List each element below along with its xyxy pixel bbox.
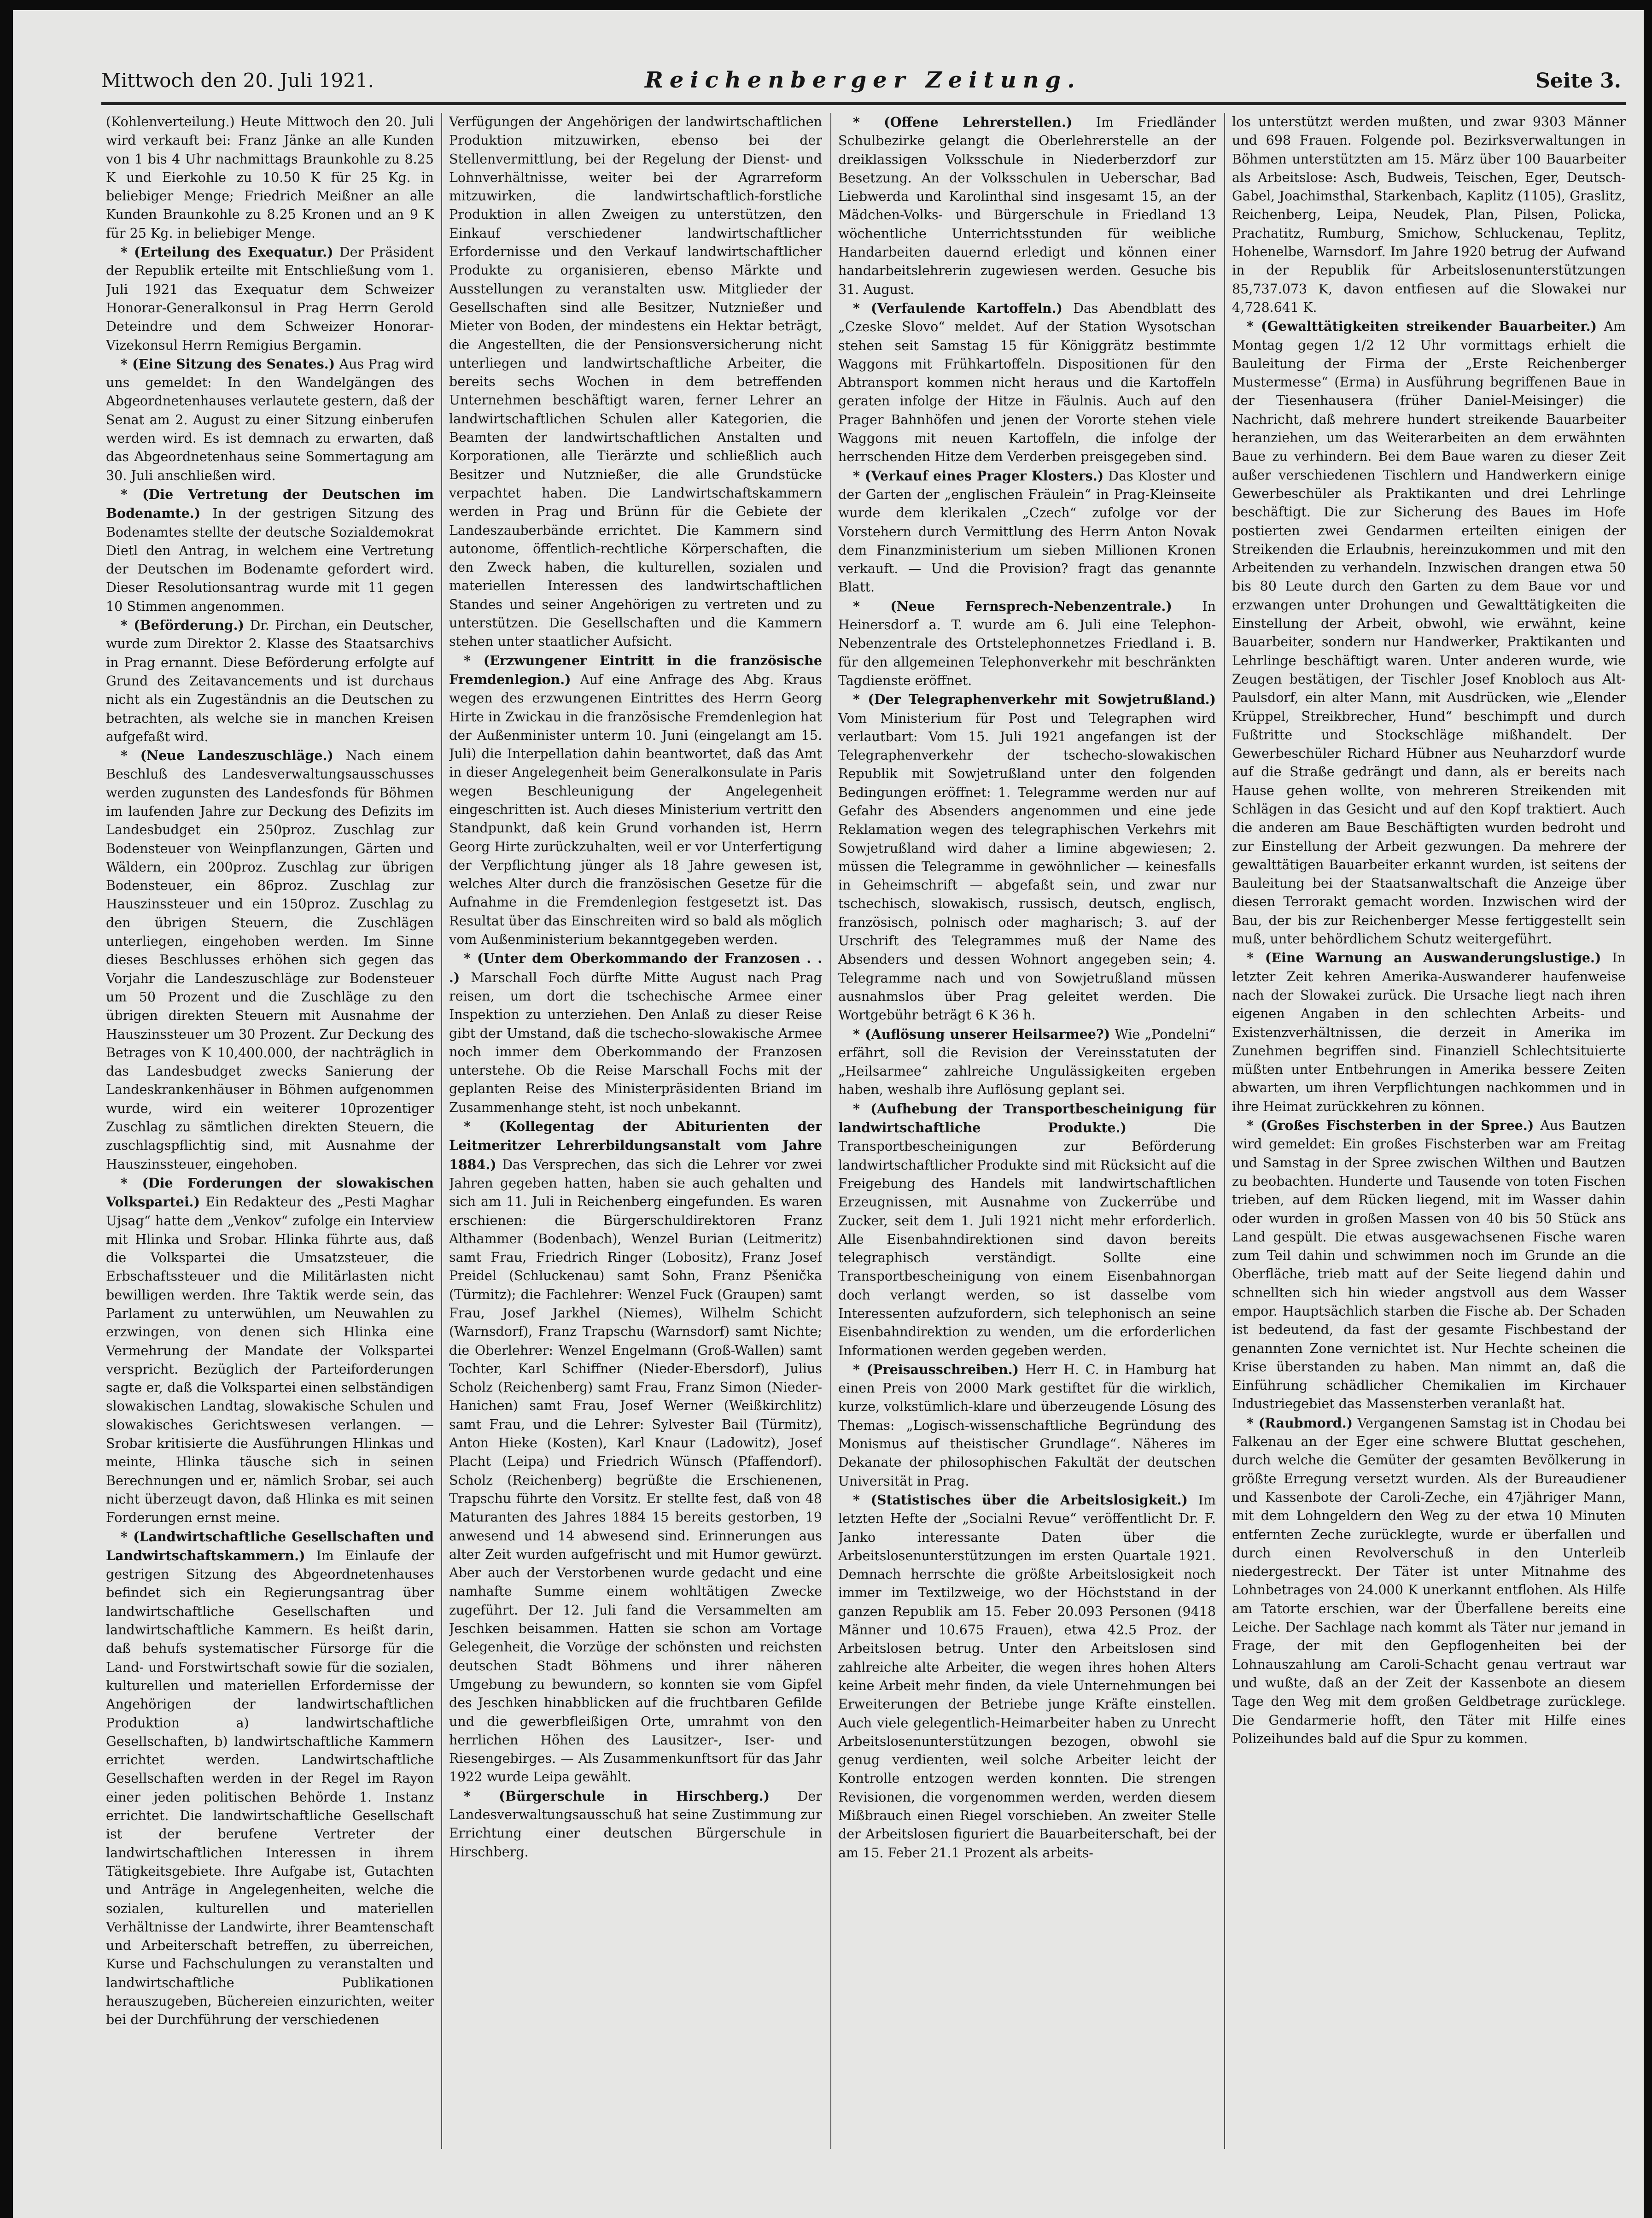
- article-paragraph: [838, 690, 1216, 1024]
- article-text: Das Kloster und der Garten der „englischen Fräulein“ in Prag-Kleinseite wurde dem klerikalen „Czech“ zufolge vor der Vorstehern durch Vermittlung des Herrn Anton Novak dem Finanzministerium um sieben Millionen Kronen verkauft. — Und die Provision? fragt das genannte Blatt.: [838, 468, 1216, 595]
- article-paragraph: [449, 1787, 822, 1861]
- masthead-rule: [101, 102, 1626, 105]
- newspaper-title: Reichenberger Zeitung.: [645, 67, 1081, 93]
- article-heading: * (Der Telegraphenverkehr mit Sowjetrußland.): [853, 691, 1216, 708]
- article-paragraph: [838, 1491, 1216, 1862]
- article-paragraph: [838, 597, 1216, 690]
- article-paragraph: [106, 243, 434, 355]
- article-text: In Heinersdorf a. T. wurde am 6. Juli eine Telephon-Nebenzentrale des Ortstelephonnetzes Friedland i. B. für den allgemeinen Telephonverkehr mit beschränkten Tagdienste eröffnet.: [838, 598, 1216, 688]
- scan-border-top: [0, 0, 1652, 10]
- article-paragraph: [106, 113, 434, 243]
- article-text: Im letzten Hefte der „Socialni Revue“ veröffentlicht Dr. F. Janko interessante Daten über die Arbeitslosenunterstützungen im ersten Quartale 1921. Demnach herrschte die größte Arbeitslosigkeit noch immer im Textilzweige, wo der Höchststand in der ganzen Republik am 15. Feber 20.093 Personen (9418 Männer und 10.675 Frauen), etwa 42.5 Proz. der Arbeitslosen betrug. Unter den Arbeitslosen sind zahlreiche alte Arbeiter, die wegen ihres hohen Alters keine Arbeit mehr finden, da viele Unternehmungen bei Erweiterungen der Betriebe junge Kräfte einstellen. Auch viele gelegentlich-Heimarbeiter haben zu Unrecht Arbeitslosenunterstützungen bezogen, obwohl sie genug verdienten, weil solche Arbeiter leicht der Kontrolle entzogen werden konnten. Die strengen Revisionen, die vorgenommen werden, werden diesem Mißbrauch einen Riegel vorschieben. An zweiter Stelle der Arbeitslosen figuriert die Bauarbeiterschaft, bei der am 15. Feber 21.1 Prozent als arbeits-: [838, 1492, 1216, 1861]
- scan-border-left: [0, 0, 13, 2218]
- article-heading: * (Gewalttätigkeiten streikender Bauarbeiter.): [1247, 318, 1597, 334]
- article-text: Im Einlaufe der gestrigen Sitzung des Abgeordnetenhauses befindet sich ein Regierungsantrag über landwirtschaftliche Gesellschaften und landwirtschaftliche Kammern. Es heißt darin, daß behufs systematischer Fürsorge für die Land- und Forstwirtschaft sowie für die sozialen, kulturellen und materiellen Erfordernisse der Angehörigen der landwirtschaftlichen Produktion a) landwirtschaftliche Gesellschaften, b) landwirtschaftliche Kammern errichtet werden. Landwirtschaftliche Gesellschaften werden in der Regel im Rayon einer jeden politischen Behörde 1. Instanz errichtet. Die landwirtschaftliche Gesellschaft ist der berufene Vertreter der landwirtschaftlichen Interessen in ihrem Tätigkeitsgebiete. Ihre Aufgabe ist, Gutachten und Anträge in Angelegenheiten, welche die sozialen, kulturellen und materiellen Verhältnisse der Landwirte, ihrer Beamtenschaft und Arbeiterschaft betreffen, zu überreichen, Kurse und Fachschulungen zu veranstalten und landwirtschaftliche Publikationen herauszugeben, Büchereien einzurichten, weiter bei der Durchführung der verschiedenen: [106, 1548, 434, 2028]
- article-paragraph: [838, 299, 1216, 467]
- column-4: [1232, 113, 1626, 2149]
- column-1: [106, 113, 434, 2149]
- column-divider: [441, 113, 442, 2149]
- article-text: Das Versprechen, das sich die Lehrer vor zwei Jahren gegeben hatten, haben sie auch gehalten und sich am 11. Juli in Reichenberg eingefunden. Es waren erschienen: die Bürgerschuldirektoren Franz Althammer (Bodenbach), Wenzel Burian (Leitmeritz) samt Frau, Friedrich Ringer (Lobositz), Franz Josef Preidel (Schluckenau) samt Sohn, Franz Pšenička (Türmitz); die Fachlehrer: Wenzel Fuck (Graupen) samt Frau, Josef Jarkhel (Niemes), Wilhelm Schicht (Warnsdorf), Franz Trapschu (Warnsdorf) samt Nichte; die Oberlehrer: Wenzel Engelmann (Groß-Wallen) samt Tochter, Karl Schiffner (Nieder-Ebersdorf), Julius Scholz (Reichenberg) samt Frau, Franz Simon (Nieder-Hanichen) samt Frau, Josef Werner (Weißkirchlitz) samt Frau, und die Lehrer: Sylvester Bail (Türmitz), Anton Hieke (Kosten), Karl Knaur (Ladowitz), Josef Placht (Leipa) und Friedrich Wünsch (Pfaffendorf). Scholz (Reichenberg) begrüßte die Erschienenen, Trapschu führte den Vorsitz. Er stellte fest, daß von 48 Maturanten des Jahres 1884 15 bereits gestorben, 19 anwesend und 14 abwesend sind. Erinnerungen aus alter Zeit wurden aufgefrischt und mit Humor gewürzt. Aber auch der Verstorbenen wurde gedacht und eine namhafte Summe einem wohltätigen Zwecke zugeführt. Der 12. Juli fand die Versammelten am Jeschken beisammen. Hatten sie schon am Vortage Gelegenheit, die Vorzüge der schönsten und reichsten deutschen Stadt Böhmens und ihrer näheren Umgebung zu bewundern, so konnten sie vom Gipfel des Jeschken hinabblicken auf die fruchtbaren Gefilde und die gewerbfleißigen Orte, umrahmt von den herrlichen Höhen des Lausitzer-, Iser- und Riesengebirges. — Als Zusammenkunftsort für das Jahr 1922 wurde Leipa gewählt.: [449, 1157, 822, 1785]
- article-paragraph: [106, 1527, 434, 2030]
- article-text: Aus Prag wird uns gemeldet: In den Wandelgängen des Abgeordnetenhauses verlautete gestern, daß der Senat am 2. August zu einer Sitzung einberufen werden wird. Es ist demnach zu erwarten, daß das Abgeordnetenhaus seine Sommertagung am 30. Juli anschließen wird.: [106, 356, 434, 483]
- article-heading: * (Raubmord.): [1247, 1415, 1353, 1431]
- article-text: Marschall Foch dürfte Mitte August nach Prag reisen, um dort die tschechische Armee einer Inspektion zu unterziehen. Den Anlaß zu dieser Reise gibt der Umstand, daß die tschecho-slowakische Armee noch immer dem Oberkommando der Franzosen unterstehe. Ob die Reise Marschall Fochs mit der geplanten Reise des Ministerpräsidenten Briand im Zusammenhange steht, ist noch unbekannt.: [449, 970, 822, 1115]
- article-heading: * (Preisausschreiben.): [853, 1361, 1019, 1377]
- article-text: los unterstützt werden mußten, und zwar 9303 Männer und 698 Frauen. Folgende pol. Bezirksverwaltungen in Böhmen unterstützten am 15. März über 100 Bauarbeiter als Arbeitslose: Asch, Budweis, Teischen, Eger, Deutsch-Gabel, Joachimsthal, Starkenbach, Kaplitz (1105), Graslitz, Reichenberg, Leipa, Neudek, Plan, Pilsen, Policka, Prachatitz, Rumburg, Smichow, Schluckenau, Teplitz, Hohenelbe, Warnsdorf. Im Jahre 1920 betrug der Aufwand in der Republik für Arbeitslosenunterstützungen 85,737.073 K, davon entfiesen auf die Slowakei nur 4,728.641 K.: [1232, 114, 1626, 315]
- article-paragraph: [838, 1100, 1216, 1360]
- column-divider: [1224, 113, 1225, 2149]
- article-heading: * (Landwirtschaftliche Gesellschaften und Landwirtschaftskammern.): [106, 1528, 434, 1563]
- column-3: [838, 113, 1216, 2149]
- article-text: Der Präsident der Republik erteilte mit Entschließung vom 1. Juli 1921 das Exequatur dem Schweizer Honorar-Generalkonsul in Prag Herrn Gerold Deteindre und dem Schweizer Honorar-Vizekonsul Herrn Remigius Bergamin.: [106, 245, 434, 353]
- masthead: [101, 69, 1621, 97]
- article-heading: * (Großes Fischsterben in der Spree.): [1247, 1118, 1534, 1134]
- article-heading: * (Statistisches über die Arbeitslosigkeit.): [853, 1492, 1188, 1508]
- article-text: Nach einem Beschluß des Landesverwaltungsausschusses werden zugunsten des Landesfonds für Böhmen im laufenden Jahre zur Deckung des Defizits im Landesbudget ein 250proz. Zuschlag zur Bodensteuer von Weinpflanzungen, Gärten und Wäldern, ein 200proz. Zuschlag zur übrigen Bodensteuer, ein 86proz. Zuschlag zur Hauszinssteuer und ein 150proz. Zuschlag zu den übrigen Steuern, die Zuschlägen unterliegen, eingehoben werden. Im Sinne dieses Beschlusses erhöhen sich gegen das Vorjahr die Landeszuschläge zur Bodensteuer um 50 Prozent und die Zuschläge zu den übrigen direkten Steuern mit Ausnahme der Hauszinssteuer um 30 Prozent. Zur Deckung des Betrages von K 10,400.000, der nachträglich in das Landesbudget zwecks Sanierung der Landeskrankenhäuser in Böhmen aufgenommen wurde, wird ein weiterer 10prozentiger Zuschlag zu sämtlichen direkten Steuern, die zuschlagspflichtig sind, mit Ausnahme der Hauszinssteuer, eingehoben.: [106, 748, 434, 1172]
- article-paragraph: [838, 1360, 1216, 1491]
- article-text: Verfügungen der Angehörigen der landwirtschaftlichen Produktion mitzuwirken, ebenso bei der Stellenvermittlung, bei der Regelung der Dienst- und Lohnverhältnisse, weiter bei der Agrarreform mitzuwirken, die landwirtschaftlich-forstliche Produktion in allen Zweigen zu unterstützen, den Einkauf verschiedener landwirtschaftlicher Erfordernisse und den Verkauf landwirtschaftlicher Produkte zu organisieren, ebenso Märkte und Ausstellungen zu veranstalten usw. Mitglieder der Gesellschaften sind alle Besitzer, Nutznießer und Mieter von Boden, der mindestens ein Hektar beträgt, die Angestellten, die der Pensionsversicherung nicht unterliegen und landwirtschaftliche Arbeiter, die bereits sechs Wochen in dem betreffenden Unternehmen beschäftigt waren, ferner Lehrer an landwirtschaftlichen Schulen aller Kategorien, die Beamten der landwirtschaftlichen Anstalten und Korporationen, alle Tierärzte und schließlich auch Besitzer und Nutznießer, die alle Grundstücke verpachtet haben. Die Landwirtschaftskammern werden in Prag und Brünn für die Gebiete der Landeszauberbände errichtet. Die Kammern sind autonome, öffentlich-rechtliche Körperschaften, die den Zweck haben, die kulturellen, sozialen und materiellen Interessen des landwirtschaftlichen Standes und seiner Angehörigen zu vertreten und zu unterstützen. Die Gesellschaften und die Kammern stehen unter staatlicher Aufsicht.: [449, 114, 822, 650]
- article-text: Ein Redakteur des „Pesti Maghar Ujsag“ hatte dem „Venkov“ zufolge ein Interview mit Hlinka und Srobar. Hlinka führte aus, daß die Volkspartei die Umsatzsteuer, die Erbschaftssteuer und die Militärlasten nicht bewilligen werden. Ihre Taktik werde sein, das Parlament zu unterwühlen, um Neuwahlen zu erzwingen, von denen sich Hlinka eine Vermehrung der Mandate der Volkspartei verspricht. Bezüglich der Parteiforderungen sagte er, daß die Volkspartei einen selbständigen slowakischen Landtag, slowakische Schulen und slowakisches Gerichtswesen verlangen. — Srobar kritisierte die Ausführungen Hlinkas und meinte, Hlinka täusche sich in seinen Berechnungen und er, nämlich Srobar, sei auch nicht überzeugt davon, daß Hlinka es mit seinen Forderungen ernst meine.: [106, 1194, 434, 1526]
- article-heading: * (Bürgerschule in Hirschberg.): [464, 1788, 770, 1804]
- column-2: [449, 113, 822, 2149]
- article-paragraph: [1232, 1414, 1626, 1748]
- article-heading: * (Erzwungener Eintritt in die französische Fremdenlegion.): [449, 652, 822, 687]
- article-heading: * (Auflösung unserer Heilsarmee?): [853, 1026, 1110, 1042]
- article-text: Der Landesverwaltungsausschuß hat seine Zustimmung zur Errichtung einer deutschen Bürgerschule in Hirschberg.: [449, 1788, 822, 1860]
- article-text: Dr. Pirchan, ein Deutscher, wurde zum Direktor 2. Klasse des Staatsarchivs in Prag ernannt. Diese Beförderung erfolgte auf Grund des Zeitavancements und ist durchaus nicht als ein Zugeständnis an die Deutschen zu betrachten, als welche sie in manchen Kreisen aufgefaßt wird.: [106, 618, 434, 744]
- article-text: Am Montag gegen 1/2 12 Uhr vormittags erhielt die Bauleitung der Firma der „Erste Reichenberger Mustermesse“ (Erma) in Ausführung begriffenen Baue in der Tiesenhausera (früher Daniel-Meisinger) die Nachricht, daß mehrere hundert streikende Bauarbeiter heranziehen, um das Weiterarbeiten an dem erwähnten Baue zu verhindern. Bei dem Baue waren zu dieser Zeit außer verschiedenen Tischlern und Handwerkern einige Gewerbeschüler als Praktikanten und drei Lehrlinge beschäftigt. Die zur Sicherung des Baues im Hofe postierten zwei Gendarmen erteilten einigen der Streikenden die Erlaubnis, hereinzukommen und mit den Arbeitenden zu verhandeln. Inzwischen drangen etwa 50 bis 80 Leute durch den Garten zu dem Baue vor und erzwangen unter Drohungen und Gewalttätigkeiten die Einstellung der Arbeit, obwohl, wie erwähnt, keine Bauarbeiter, sondern nur Handwerker, Praktikanten und Lehrlinge beschäftigt waren. Unter anderen wurde, wie Zeugen bestätigen, der Tischler Josef Knobloch aus Alt-Paulsdorf, ein alter Mann, mit Ausdrücken, wie „Elender Krüppel, Streikbrecher, Hund“ beschimpft und durch Fußtritte und Stockschläge mißhandelt. Der Gewerbeschüler Richard Hübner aus Neuharzdorf wurde auf die Straße gedrängt und dann, als er bereits nach Hause gehen wollte, von mehreren Streikenden mit Schlägen in das Gesicht und auf den Kopf traktiert. Auch die anderen am Baue Beschäftigten wurden bedroht und zur Einstellung der Arbeit gezwungen. Da mehrere der gewalttätigen Bauarbeiter erkannt wurden, ist seitens der Bauleitung bei der Staatsanwaltschaft die Anzeige über diesen Terrorakt gemacht worden. Inzwischen wird der Bau, der bis zur Reichenberger Messe fertiggestellt sein muß, unter behördlichem Schutz weitergeführt.: [1232, 319, 1626, 947]
- article-paragraph: [106, 746, 434, 1174]
- article-heading: * (Verkauf eines Prager Klosters.): [853, 468, 1104, 484]
- article-heading: * (Kollegentag der Abiturienten der Leitmeritzer Lehrerbildungsanstalt vom Jahre 1884.): [449, 1118, 822, 1172]
- article-paragraph: [1232, 948, 1626, 1116]
- article-paragraph: [106, 355, 434, 485]
- article-heading: * (Die Forderungen der slowakischen Volkspartei.): [106, 1175, 434, 1210]
- article-text: Herr H. C. in Hamburg hat einen Preis von 2000 Mark gestiftet für die wirklich, kurze, volkstümlich-klare und überzeugende Lösung des Themas: „Logisch-wissenschaftliche Begründung des Monismus auf theistischer Grundlage“. Näheres im Dekanate der philosophischen Fakultät der deutschen Universität in Prag.: [838, 1362, 1216, 1489]
- article-text: Vergangenen Samstag ist in Chodau bei Falkenau an der Eger eine schwere Bluttat geschehen, durch welche die Gemüter der gesamten Bevölkerung in größte Erregung versetzt wurden. Als der Bureaudiener und Kassenbote der Caroli-Zeche, ein 47jähriger Mann, mit dem Lohngeldern den Weg zu der etwa 10 Minuten entfernten Zeche zurücklegte, wurde er überfallen und durch einen Revolverschuß in den Unterleib niedergestreckt. Der Täter ist unter Mitnahme des Lohnbetrages von 24.000 K unerkannt entflohen. Als Hilfe am Tatorte erschien, war der Überfallene bereits eine Leiche. Der Sachlage nach kommt als Täter nur jemand in Frage, der mit den Gepflogenheiten bei der Lohnauszahlung am Caroli-Schacht genau vertraut war und wußte, daß an der Zeit der Kassenbote an diesem Tage den Weg mit dem großen Geldbetrage zurücklege. Die Gendarmerie hofft, den Täter mit Hilfe eines Polizeihundes bald auf die Spur zu kommen.: [1232, 1415, 1626, 1746]
- article-paragraph: [838, 467, 1216, 597]
- column-divider: [830, 113, 831, 2149]
- article-heading: * (Eine Sitzung des Senates.): [121, 356, 335, 372]
- issue-date: Mittwoch den 20. Juli 1921.: [101, 69, 374, 92]
- article-heading: * (Beförderung.): [121, 617, 245, 633]
- article-text: Die Transportbescheinigungen zur Beförderung landwirtschaftlicher Produkte sind mit Rücksicht auf die Freigebung des Handels mit landwirtschaftlichen Erzeugnissen, mit Ausnahme von Zuckerrübe und Zucker, seit dem 1. Juli 1921 nicht mehr erforderlich. Alle Eisenbahndirektionen sind davon bereits telegraphisch verständigt. Sollte eine Transportbescheinigung von einem Eisenbahnorgan doch verlangt werden, so ist dasselbe vom Interessenten aufzufordern, sich telephonisch an seine Eisenbahndirektion zu wenden, um die erforderlichen Informationen werden gegeben werden.: [838, 1120, 1216, 1358]
- article-heading: * (Eine Warnung an Auswanderungslustige.): [1247, 950, 1601, 966]
- scan-border-right: [1644, 0, 1652, 2218]
- article-heading: * (Die Vertretung der Deutschen im Bodenamte.): [106, 486, 434, 521]
- article-heading: * (Neue Fernsprech-Nebenzentrale.): [853, 598, 1172, 614]
- article-paragraph: [106, 485, 434, 616]
- article-text: Das Abendblatt des „Czeske Slovo“ meldet. Auf der Station Wysotschan stehen seit Samstag 15 für Königgrätz bestimmte Waggons mit Frühkartoffeln. Dispositionen für den Abtransport kommen nicht heraus und die Kartoffeln geraten infolge der Hitze in Fäulnis. Auch auf den Prager Bahnhöfen und jenen der Vororte stehen viele Waggons mit neuen Kartoffeln, die infolge der herrschenden Hitze dem Verderben preisgegeben sind.: [838, 300, 1216, 465]
- article-heading: * (Unter dem Oberkommando der Franzosen . . .): [449, 950, 822, 985]
- article-text: In der gestrigen Sitzung des Bodenamtes stellte der deutsche Sozialdemokrat Dietl den Antrag, in welchem eine Vertretung der Deutschen im Bodenamte gefordert wird. Dieser Resolutionsantrag wurde mit 11 gegen 10 Stimmen angenommen.: [106, 506, 434, 614]
- article-text: (Kohlenverteilung.) Heute Mittwoch den 20. Juli wird verkauft bei: Franz Jänke an alle Kunden von 1 bis 4 Uhr nachmittags Braunkohle zu 8.25 K und Eierkohle zu 10.50 K für 25 Kg. in beliebiger Menge; Friedrich Meißner an alle Kunden Braunkohle zu 8.25 Kronen und an 9 K für 25 Kg. in beliebiger Menge.: [106, 114, 434, 241]
- article-paragraph: [449, 651, 822, 949]
- article-heading: * (Aufhebung der Transportbescheinigung für landwirtschaftliche Produkte.): [838, 1100, 1216, 1136]
- article-text: Wie „Pondelni“ erfährt, soll die Revision der Vereinsstatuten der „Heilsarmee“ zahlreiche Ungulässigkeiten ergeben haben, weshalb ihre Auflösung geplant sei.: [838, 1026, 1216, 1098]
- article-paragraph: [106, 616, 434, 746]
- article-text: In letzter Zeit kehren Amerika-Auswanderer haufenweise nach der Slowakei zurück. Die Ursache liegt nach ihren eigenen Angaben in den schlechten Arbeits- und Existenzverhältnissen, die derzeit in Amerika im Zunehmen begriffen sind. Finanziell Schlechtsituierte müßten unter Entbehrungen in Amerika bessere Zeiten abwarten, um ihren Verpflichtungen nachkommen und in ihre Heimat zurückkehren zu können.: [1232, 950, 1626, 1114]
- article-paragraph: [1232, 317, 1626, 948]
- article-paragraph: [449, 1117, 822, 1787]
- article-paragraph: [449, 113, 822, 651]
- article-paragraph: [838, 1025, 1216, 1100]
- article-paragraph: [838, 113, 1216, 299]
- article-paragraph: [1232, 113, 1626, 317]
- article-paragraph: [106, 1174, 434, 1527]
- article-text: Vom Ministerium für Post und Telegraphen wird verlautbart: Vom 15. Juli 1921 angefangen ist der Telegraphenverkehr der tschecho-slowakischen Republik mit Sowjetrußland unter den folgenden Bedingungen eröffnet: 1. Telegramme werden nur auf Gefahr des Absenders angenommen und eine jede Reklamation wegen des telegraphischen Verkehrs mit Sowjetrußland wird daher a limine abgewiesen; 2. müssen die Telegramme in gewöhnlicher — keinesfalls in Geheimschrift — abgefaßt sein, und zwar nur tschechisch, slowakisch, russisch, deutsch, englisch, französisch, polnisch oder magharisch; 3. auf der Urschrift des Telegrammes muß der Name des Absenders und dessen Wohnort angegeben sein; 4. Telegramme nach und von Sowjetrußland müssen ausnahmslos über Prag geleitet werden. Die Wortgebühr beträgt 6 K 36 h.: [838, 710, 1216, 1023]
- article-heading: * (Erteilung des Exequatur.): [121, 244, 333, 260]
- article-text: Im Friedländer Schulbezirke gelangt die Oberlehrerstelle an der dreiklassigen Volksschule in Niederberzdorf zur Besetzung. An der Volksschulen in Ueberschar, Bad Liebwerda und Karolinthal sind insgesamt 15, an der Mädchen-Volks- und Bürgerschule in Friedland 13 wöchentliche Unterrichtsstunden für weibliche Handarbeiten dauernd erledigt und können einer handarbeitslehrerin zugewiesen werden. Gesuche bis 31. August.: [838, 115, 1216, 297]
- article-paragraph: [1232, 1116, 1626, 1414]
- article-heading: * (Neue Landeszuschläge.): [121, 748, 333, 764]
- article-heading: * (Verfaulende Kartoffeln.): [853, 300, 1063, 316]
- article-text: Aus Bautzen wird gemeldet: Ein großes Fischsterben war am Freitag und Samstag in der Spree zwischen Wilthen und Bautzen zu beobachten. Hunderte und Tausende von toten Fischen trieben, auf dem Rücken liegend, mit im Wasser dahin oder wurden in großen Massen von 40 bis 50 Stück ans Land gespült. Die etwas ausgewachsenen Fische waren zum Teil dahin und schwimmen noch im Grunde an die Oberfläche, trieb matt auf der Seite liegend dahin und schnellten sich hin wieder angstvoll aus dem Wasser empor. Hauptsächlich starben die Fische ab. Der Schaden ist bedeutend, da fast der gesamte Fischbestand der genannten Zone vernichtet ist. Nur Hechte scheinen die Krise überstanden zu haben. Man nimmt an, daß die Einführung schädlicher Chemikalien im Kirchauer Industriegebiet das Massensterben veranlaßt hat.: [1232, 1118, 1626, 1412]
- article-text: Auf eine Anfrage des Abg. Kraus wegen des erzwungenen Eintrittes des Herrn Georg Hirte in Zwickau in die französische Fremdenlegion hat der Außenminister unterm 10. Juni (eingelangt am 15. Juli) die Interpellation dahin beantwortet, daß das Amt in dieser Angelegenheit beim Generalkonsulate in Paris wegen Beschleunigung der Angelegenheit eingeschritten ist. Auch dieses Ministerium vertritt den Standpunkt, daß kein Grund vorhanden ist, Herrn Georg Hirte zurückzuhalten, weil er vor Unterfertigung der Verpflichtung jünger als 18 Jahre gewesen ist, welches Alter durch die französischen Gesetze für die Aufnahme in die Fremdenlegion festgesetzt ist. Das Resultat über das Einschreiten wird so bald als möglich vom Außenministerium bekanntgegeben werden.: [449, 672, 822, 948]
- page-number: Seite 3.: [1535, 69, 1621, 93]
- article-paragraph: [449, 949, 822, 1117]
- article-heading: * (Offene Lehrerstellen.): [853, 114, 1073, 130]
